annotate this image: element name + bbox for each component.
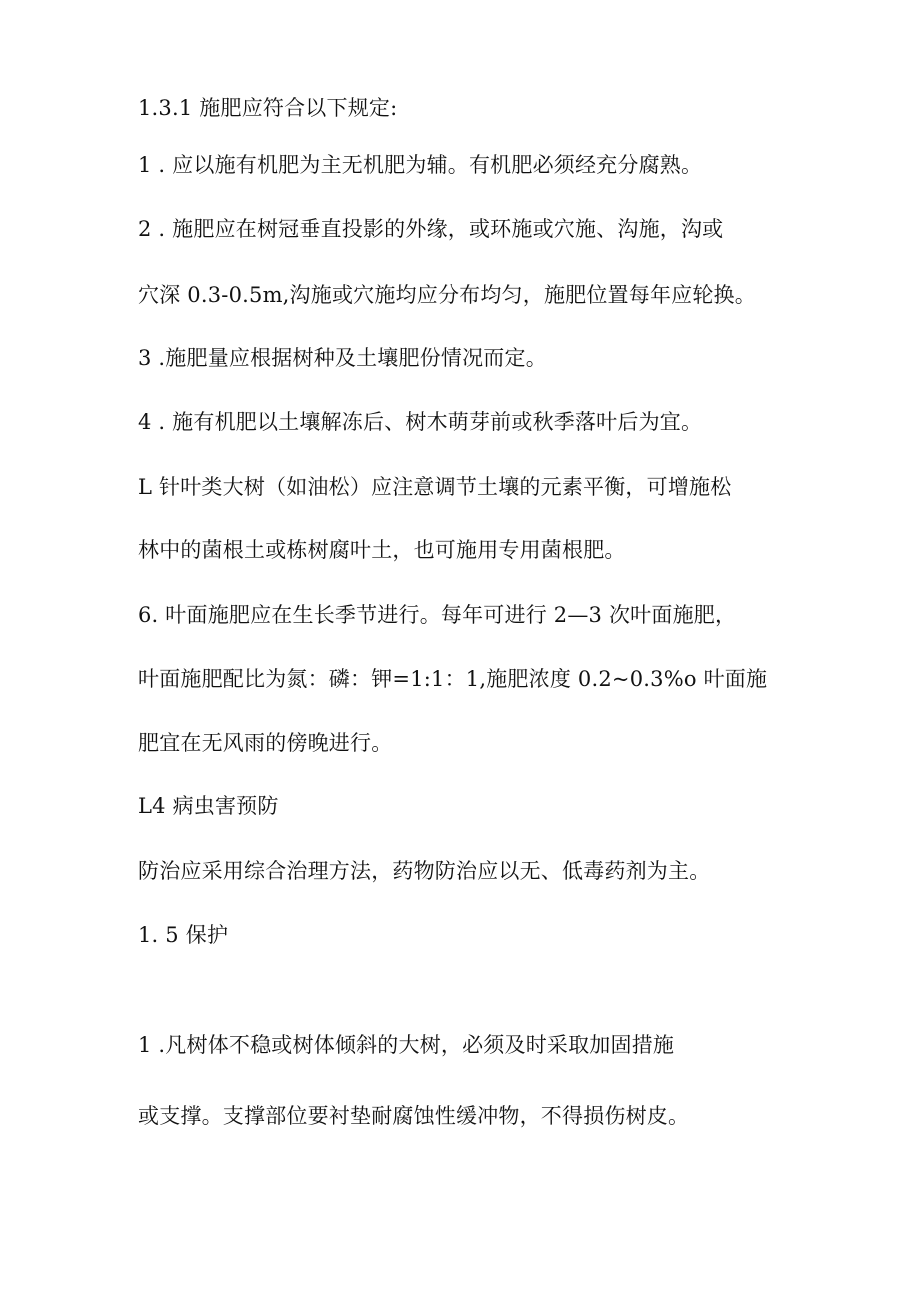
paragraph-line: 林中的菌根土或栋树腐叶土，也可施用专用菌根肥。	[138, 538, 626, 562]
paragraph-line: 或支撑。支撑部位要衬垫耐腐蚀性缓冲物，不得损伤树皮。	[138, 1104, 690, 1128]
paragraph-line: 叶面施肥配比为氮：磷：钾=1:1：1,施肥浓度 0.2~0.3%o 叶面施	[138, 667, 768, 691]
paragraph-line: 肥宜在无风雨的傍晚进行。	[138, 731, 393, 755]
paragraph-line: 穴深 0.3-0.5m,沟施或穴施均应分布均匀，施肥位置每年应轮换。	[138, 283, 756, 307]
paragraph-line: 防治应采用综合治理方法，药物防治应以无、低毒药剂为主。	[138, 859, 711, 883]
paragraph-line: 4 . 施有机肥以土壤解冻后、树木萌芽前或秋季落叶后为宜。	[138, 410, 703, 434]
paragraph-line: 2 . 施肥应在树冠垂直投影的外缘，或环施或穴施、沟施，沟或	[138, 217, 724, 241]
section-heading-pest-prevention: L4 病虫害预防	[138, 794, 279, 818]
section-heading-fertilization: 1.3.1 施肥应符合以下规定:	[138, 96, 398, 120]
paragraph-line: 3 .施肥量应根据树种及土壤肥份情况而定。	[138, 346, 547, 370]
paragraph-line: 1 .凡树体不稳或树体倾斜的大树，必须及时采取加固措施	[138, 1033, 675, 1057]
paragraph-line: 1 . 应以施有机肥为主无机肥为辅。有机肥必须经充分腐熟。	[138, 153, 703, 177]
paragraph-line: L 针叶类大树（如油松）应注意调节土壤的元素平衡，可增施松	[138, 475, 732, 499]
section-heading-protection: 1. 5 保护	[138, 923, 229, 947]
paragraph-line: 6. 叶面施肥应在生长季节进行。每年可进行 2—3 次叶面施肥，	[138, 603, 737, 627]
